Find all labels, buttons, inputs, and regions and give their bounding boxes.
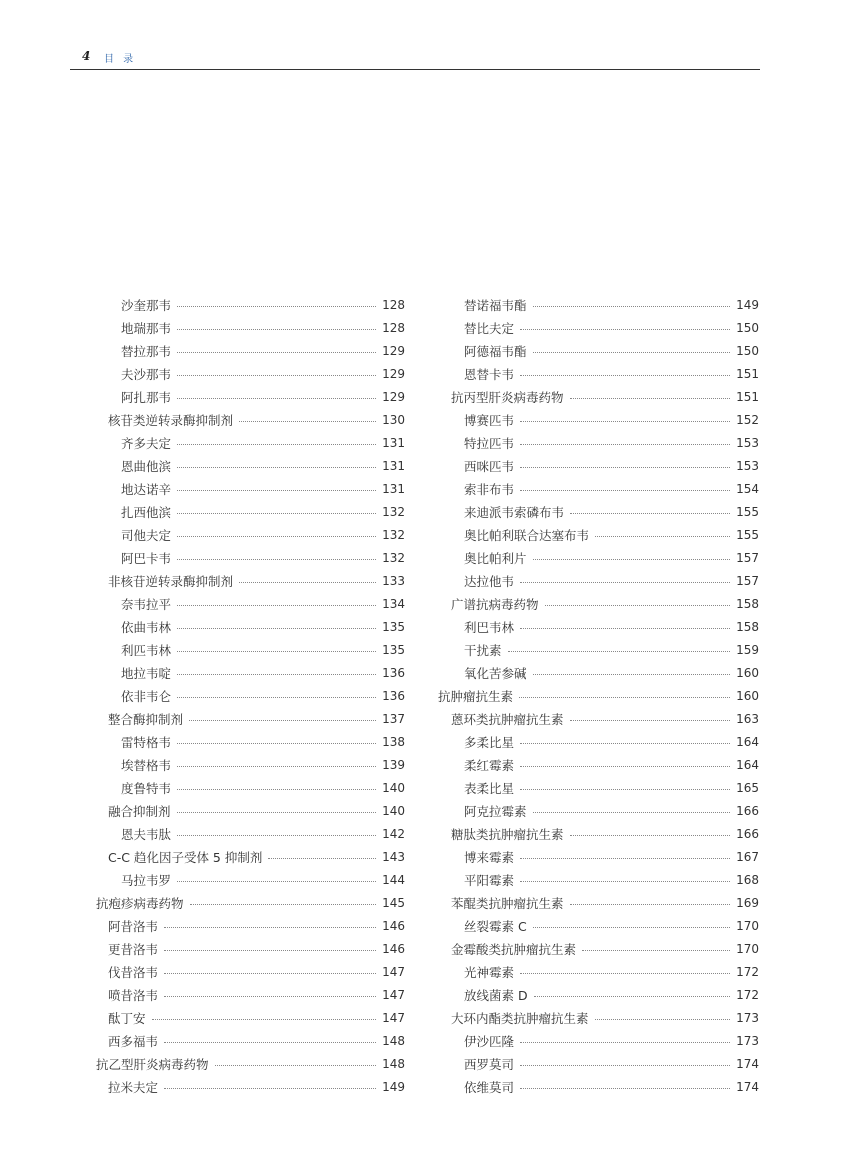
dot-leader	[152, 1019, 377, 1020]
dot-leader	[177, 789, 376, 790]
toc-entry-page: 150	[736, 343, 759, 358]
dot-leader	[520, 881, 730, 882]
toc-entry-label: 拉米夫定	[108, 1079, 159, 1095]
toc-entry-page: 157	[736, 550, 759, 565]
toc-entry	[451, 891, 759, 914]
toc-entry-page: 145	[382, 895, 405, 910]
toc-entry-label: 恩曲他滨	[121, 458, 172, 474]
toc-entry	[108, 799, 405, 822]
toc-entry-page: 128	[382, 320, 405, 335]
toc-entry	[451, 385, 759, 408]
toc-entry	[121, 523, 405, 546]
toc-entry-label: 地达诺辛	[121, 481, 172, 497]
toc-entry-page: 129	[382, 389, 405, 404]
toc-entry-label: 苯醌类抗肿瘤抗生素	[451, 895, 564, 911]
dot-leader	[177, 674, 376, 675]
header-divider	[70, 69, 760, 70]
toc-entry	[121, 385, 405, 408]
toc-entry	[464, 477, 759, 500]
dot-leader	[533, 306, 731, 307]
toc-entry-page: 151	[736, 389, 759, 404]
toc-entry-label: 喷昔洛韦	[108, 987, 159, 1003]
toc-entry-label: 核苷类逆转录酶抑制剂	[108, 412, 234, 428]
toc-entry-label: 酞丁安	[108, 1010, 146, 1026]
toc-entry	[464, 431, 759, 454]
toc-entry	[108, 1075, 405, 1098]
toc-entry-page: 139	[382, 757, 405, 772]
toc-entry	[108, 983, 405, 1006]
dot-leader	[177, 697, 376, 698]
dot-leader	[177, 605, 376, 606]
toc-entry-label: 西咪匹韦	[464, 458, 515, 474]
toc-entry	[121, 661, 405, 684]
toc-entry-page: 166	[736, 803, 759, 818]
toc-entry	[108, 937, 405, 960]
toc-entry-label: 西多福韦	[108, 1033, 159, 1049]
dot-leader	[520, 628, 730, 629]
toc-entry	[464, 454, 759, 477]
toc-entry-page: 143	[382, 849, 405, 864]
toc-entry-label: 特拉匹韦	[464, 435, 515, 451]
toc-entry-page: 149	[382, 1079, 405, 1094]
toc-entry	[121, 293, 405, 316]
dot-leader	[164, 1088, 376, 1089]
toc-entry-page: 135	[382, 619, 405, 634]
toc-entry-page: 142	[382, 826, 405, 841]
toc-entry-label: 博来霉素	[464, 849, 515, 865]
dot-leader	[177, 628, 376, 629]
toc-entry	[121, 362, 405, 385]
toc-entry-page: 133	[382, 573, 405, 588]
toc-entry-label: C-C 趋化因子受体 5 抑制剂	[108, 849, 263, 865]
toc-entry	[121, 753, 405, 776]
toc-entry-label: 西罗莫司	[464, 1056, 515, 1072]
toc-entry-page: 164	[736, 734, 759, 749]
dot-leader	[177, 743, 376, 744]
dot-leader	[164, 996, 376, 997]
toc-entry-label: 司他夫定	[121, 527, 172, 543]
dot-leader	[582, 950, 730, 951]
dot-leader	[268, 858, 376, 859]
toc-entry-page: 157	[736, 573, 759, 588]
toc-entry	[464, 362, 759, 385]
dot-leader	[177, 375, 376, 376]
toc-entry	[108, 845, 405, 868]
toc-entry-label: 伐昔洛韦	[108, 964, 159, 980]
dot-leader	[520, 421, 730, 422]
toc-entry-label: 丝裂霉素 C	[464, 918, 527, 934]
dot-leader	[177, 536, 376, 537]
toc-entry-label: 依维莫司	[464, 1079, 515, 1095]
dot-leader	[177, 766, 376, 767]
toc-entry-page: 170	[736, 918, 759, 933]
toc-entry	[464, 1029, 759, 1052]
toc-entry-label: 利巴韦林	[464, 619, 515, 635]
dot-leader	[570, 835, 731, 836]
toc-entry-page: 146	[382, 941, 405, 956]
dot-leader	[520, 1042, 730, 1043]
toc-entry-label: 马拉韦罗	[121, 872, 172, 888]
dot-leader	[534, 996, 730, 997]
toc-entry-page: 131	[382, 481, 405, 496]
toc-entry-page: 154	[736, 481, 759, 496]
toc-entry-label: 抗肿瘤抗生素	[438, 688, 514, 704]
toc-entry-page: 166	[736, 826, 759, 841]
toc-entry	[464, 569, 759, 592]
dot-leader	[520, 743, 730, 744]
toc-entry-page: 147	[382, 1010, 405, 1025]
dot-leader	[520, 375, 730, 376]
toc-entry-label: 地瑞那韦	[121, 320, 172, 336]
toc-entry-page: 134	[382, 596, 405, 611]
toc-entry-page: 167	[736, 849, 759, 864]
toc-entry-page: 147	[382, 964, 405, 979]
dot-leader	[177, 467, 376, 468]
toc-entry-page: 131	[382, 458, 405, 473]
toc-entry-label: 光神霉素	[464, 964, 515, 980]
toc-entry	[464, 615, 759, 638]
toc-entry	[464, 776, 759, 799]
dot-leader	[520, 582, 730, 583]
toc-entry-page: 138	[382, 734, 405, 749]
toc-entry-page: 173	[736, 1033, 759, 1048]
dot-leader	[177, 559, 376, 560]
toc-entry	[464, 753, 759, 776]
toc-entry-label: 奥比帕利片	[464, 550, 527, 566]
toc-entry	[451, 1006, 759, 1029]
toc-entry	[438, 684, 759, 707]
toc-entry	[121, 684, 405, 707]
toc-entry	[108, 569, 405, 592]
toc-entry-label: 糖肽类抗肿瘤抗生素	[451, 826, 564, 842]
toc-entry-page: 155	[736, 527, 759, 542]
toc-entry	[121, 454, 405, 477]
dot-leader	[520, 973, 730, 974]
toc-entry	[121, 316, 405, 339]
page-number: 4	[82, 49, 91, 63]
dot-leader	[595, 1019, 731, 1020]
toc-entry-label: 奈韦拉平	[121, 596, 172, 612]
toc-entry-page: 132	[382, 527, 405, 542]
dot-leader	[215, 1065, 377, 1066]
toc-entry-page: 150	[736, 320, 759, 335]
dot-leader	[164, 927, 376, 928]
toc-entry-label: 平阳霉素	[464, 872, 515, 888]
toc-entry-label: 金霉酸类抗肿瘤抗生素	[451, 941, 577, 957]
toc-entry-label: 奥比帕利联合达塞布韦	[464, 527, 590, 543]
dot-leader	[177, 352, 376, 353]
toc-entry	[451, 592, 759, 615]
toc-entry-label: 融合抑制剂	[108, 803, 171, 819]
dot-leader	[520, 444, 730, 445]
toc-entry	[464, 983, 759, 1006]
toc-entry-label: 整合酶抑制剂	[108, 711, 184, 727]
toc-entry-label: 氧化苦参碱	[464, 665, 527, 681]
dot-leader	[520, 858, 730, 859]
dot-leader	[177, 513, 376, 514]
dot-leader	[520, 329, 730, 330]
toc-entry-label: 伊沙匹隆	[464, 1033, 515, 1049]
dot-leader	[189, 720, 376, 721]
toc-entry-label: 多柔比星	[464, 734, 515, 750]
toc-entry-label: 恩夫韦肽	[121, 826, 172, 842]
dot-leader	[190, 904, 377, 905]
toc-entry	[108, 960, 405, 983]
dot-leader	[177, 306, 376, 307]
toc-entry	[108, 1029, 405, 1052]
toc-entry	[451, 937, 759, 960]
dot-leader	[239, 421, 376, 422]
toc-entry	[464, 960, 759, 983]
toc-entry-page: 140	[382, 803, 405, 818]
toc-entry	[108, 707, 405, 730]
toc-entry-page: 136	[382, 688, 405, 703]
toc-entry	[121, 546, 405, 569]
toc-entry	[464, 845, 759, 868]
toc-entry-page: 152	[736, 412, 759, 427]
toc-entry-label: 替诺福韦酯	[464, 297, 527, 313]
toc-entry	[121, 776, 405, 799]
dot-leader	[164, 973, 376, 974]
dot-leader	[177, 835, 376, 836]
toc-entry-page: 144	[382, 872, 405, 887]
toc-entry	[121, 638, 405, 661]
toc-entry-label: 恩替卡韦	[464, 366, 515, 382]
toc-entry-label: 替比夫定	[464, 320, 515, 336]
toc-entry-label: 放线菌素 D	[464, 987, 528, 1003]
toc-entry	[108, 1006, 405, 1029]
toc-entry-page: 130	[382, 412, 405, 427]
toc-entry	[464, 523, 759, 546]
dot-leader	[520, 1065, 730, 1066]
toc-entry-page: 165	[736, 780, 759, 795]
toc-entry-page: 153	[736, 435, 759, 450]
toc-entry-page: 158	[736, 619, 759, 634]
toc-entry	[121, 730, 405, 753]
toc-entry-label: 蒽环类抗肿瘤抗生素	[451, 711, 564, 727]
dot-leader	[177, 881, 376, 882]
toc-entry-page: 147	[382, 987, 405, 1002]
toc-entry	[121, 431, 405, 454]
toc-entry-label: 阿巴卡韦	[121, 550, 172, 566]
toc-entry-page: 155	[736, 504, 759, 519]
toc-entry	[464, 799, 759, 822]
toc-entry-page: 174	[736, 1056, 759, 1071]
dot-leader	[520, 1088, 730, 1089]
toc-entry-label: 更昔洛韦	[108, 941, 159, 957]
header-title: 目 录	[104, 54, 137, 65]
toc-entry-label: 阿德福韦酯	[464, 343, 527, 359]
toc-entry	[464, 408, 759, 431]
toc-entry-label: 沙奎那韦	[121, 297, 172, 313]
toc-entry-page: 163	[736, 711, 759, 726]
toc-entry	[96, 1052, 405, 1075]
dot-leader	[520, 766, 730, 767]
toc-entry-page: 170	[736, 941, 759, 956]
toc-entry-label: 依非韦仑	[121, 688, 172, 704]
toc-entry-page: 128	[382, 297, 405, 312]
toc-entry-label: 干扰素	[464, 642, 502, 658]
toc-entry-page: 136	[382, 665, 405, 680]
toc-entry-page: 129	[382, 343, 405, 358]
toc-entry-page: 174	[736, 1079, 759, 1094]
toc-entry	[464, 546, 759, 569]
toc-entry-label: 替拉那韦	[121, 343, 172, 359]
dot-leader	[239, 582, 376, 583]
toc-entry-page: 169	[736, 895, 759, 910]
dot-leader	[533, 352, 731, 353]
toc-entry	[451, 707, 759, 730]
dot-leader	[164, 1042, 376, 1043]
dot-leader	[177, 444, 376, 445]
toc-entry-label: 非核苷逆转录酶抑制剂	[108, 573, 234, 589]
dot-leader	[177, 490, 376, 491]
dot-leader	[570, 904, 731, 905]
toc-entry	[96, 891, 405, 914]
toc-entry	[464, 638, 759, 661]
toc-entry	[121, 339, 405, 362]
toc-entry	[464, 339, 759, 362]
toc-entry-label: 雷特格韦	[121, 734, 172, 750]
toc-entry	[121, 592, 405, 615]
toc-entry-label: 夫沙那韦	[121, 366, 172, 382]
toc-entry	[121, 868, 405, 891]
dot-leader	[164, 950, 376, 951]
toc-entry	[464, 868, 759, 891]
dot-leader	[570, 720, 731, 721]
dot-leader	[177, 812, 377, 813]
toc-entry-label: 齐多夫定	[121, 435, 172, 451]
toc-entry-label: 广谱抗病毒药物	[451, 596, 539, 612]
toc-entry-label: 抗丙型肝炎病毒药物	[451, 389, 564, 405]
toc-entry-page: 140	[382, 780, 405, 795]
toc-entry-label: 阿扎那韦	[121, 389, 172, 405]
toc-entry	[121, 477, 405, 500]
toc-entry-label: 抗乙型肝炎病毒药物	[96, 1056, 209, 1072]
dot-leader	[519, 697, 730, 698]
toc-entry-page: 129	[382, 366, 405, 381]
toc-entry-label: 度鲁特韦	[121, 780, 172, 796]
toc-entry-page: 151	[736, 366, 759, 381]
dot-leader	[533, 927, 730, 928]
toc-entry-page: 160	[736, 665, 759, 680]
toc-entry-label: 索非布韦	[464, 481, 515, 497]
toc-entry	[108, 914, 405, 937]
toc-entry-label: 埃替格韦	[121, 757, 172, 773]
toc-entry	[121, 822, 405, 845]
toc-entry	[464, 1075, 759, 1098]
toc-entry	[108, 408, 405, 431]
dot-leader	[545, 605, 731, 606]
toc-entry	[121, 500, 405, 523]
toc-entry-label: 博赛匹韦	[464, 412, 515, 428]
toc-entry-page: 164	[736, 757, 759, 772]
toc-entry	[464, 661, 759, 684]
toc-entry	[464, 316, 759, 339]
toc-entry-label: 依曲韦林	[121, 619, 172, 635]
toc-entry-page: 172	[736, 964, 759, 979]
toc-entry-label: 地拉韦啶	[121, 665, 172, 681]
toc-entry-page: 135	[382, 642, 405, 657]
dot-leader	[533, 812, 731, 813]
toc-entry-page: 149	[736, 297, 759, 312]
dot-leader	[508, 651, 731, 652]
dot-leader	[177, 398, 376, 399]
toc-entry	[464, 1052, 759, 1075]
toc-entry-label: 扎西他滨	[121, 504, 172, 520]
dot-leader	[520, 467, 730, 468]
toc-entry-label: 柔红霉素	[464, 757, 515, 773]
toc-entry-page: 131	[382, 435, 405, 450]
toc-entry	[121, 615, 405, 638]
dot-leader	[570, 398, 731, 399]
toc-entry-page: 146	[382, 918, 405, 933]
toc-entry-page: 173	[736, 1010, 759, 1025]
dot-leader	[177, 651, 376, 652]
toc-entry-page: 153	[736, 458, 759, 473]
dot-leader	[177, 329, 376, 330]
toc-entry-page: 137	[382, 711, 405, 726]
toc-entry-label: 阿昔洛韦	[108, 918, 159, 934]
dot-leader	[520, 789, 730, 790]
toc-entry-page: 158	[736, 596, 759, 611]
toc-entry-page: 172	[736, 987, 759, 1002]
toc-entry-page: 168	[736, 872, 759, 887]
dot-leader	[533, 674, 731, 675]
toc-entry-label: 来迪派韦索磷布韦	[464, 504, 565, 520]
toc-entry	[464, 500, 759, 523]
toc-entry	[451, 822, 759, 845]
toc-entry-label: 抗疱疹病毒药物	[96, 895, 184, 911]
toc-entry-label: 表柔比星	[464, 780, 515, 796]
toc-entry-label: 达拉他韦	[464, 573, 515, 589]
toc-entry	[464, 730, 759, 753]
toc-entry-page: 148	[382, 1056, 405, 1071]
toc-entry-label: 利匹韦林	[121, 642, 172, 658]
toc-entry-page: 148	[382, 1033, 405, 1048]
toc-entry	[464, 914, 759, 937]
toc-entry-page: 132	[382, 504, 405, 519]
toc-entry	[464, 293, 759, 316]
dot-leader	[570, 513, 730, 514]
toc-entry-page: 160	[736, 688, 759, 703]
toc-entry-page: 159	[736, 642, 759, 657]
toc-entry-label: 阿克拉霉素	[464, 803, 527, 819]
toc-entry-page: 132	[382, 550, 405, 565]
dot-leader	[533, 559, 731, 560]
dot-leader	[595, 536, 730, 537]
toc-entry-label: 大环内酯类抗肿瘤抗生素	[451, 1010, 589, 1026]
dot-leader	[520, 490, 730, 491]
